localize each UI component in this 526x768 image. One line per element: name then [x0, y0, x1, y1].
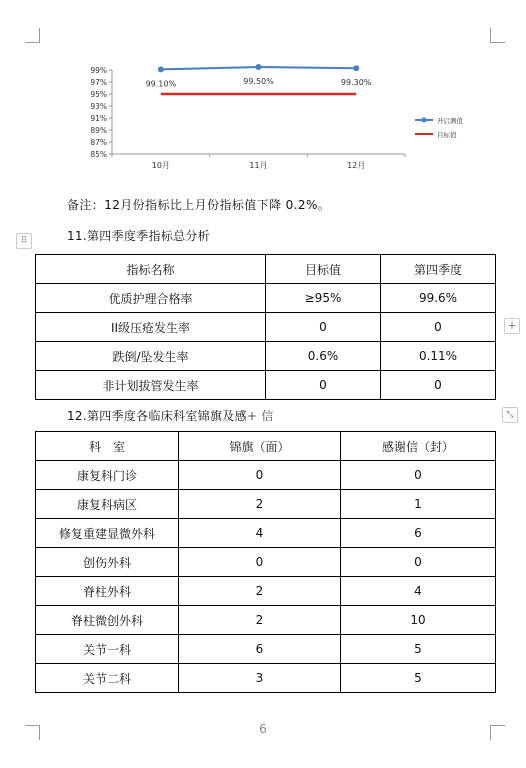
x-tick-label: 10月 — [151, 161, 170, 170]
table-cell: 0 — [179, 461, 341, 490]
legend-marker — [422, 118, 427, 123]
legend-label: 目标值 — [437, 131, 457, 139]
data-point — [256, 64, 262, 70]
header-cell: 感谢信（封） — [341, 432, 496, 461]
y-tick-label: 87% — [90, 138, 107, 147]
table-cell: 1 — [341, 490, 496, 519]
table-row — [36, 635, 496, 664]
table-cell: ≥95% — [266, 284, 381, 313]
table-cell: 0 — [266, 371, 381, 400]
table-cell: 关节一科 — [36, 635, 179, 664]
table-row — [36, 548, 496, 577]
data-point — [353, 65, 359, 71]
table-resize-icon[interactable]: ⤡ — [502, 407, 518, 423]
table-cell: 6 — [341, 519, 496, 548]
table-cell: 0.11% — [381, 342, 496, 371]
header-cell: 目标值 — [266, 255, 381, 284]
table-cell: 4 — [179, 519, 341, 548]
table-cell: 6 — [179, 635, 341, 664]
table-cell: 优质护理合格率 — [36, 284, 266, 313]
table-header-row — [36, 432, 496, 461]
table-cell: 0 — [341, 548, 496, 577]
table-row — [36, 664, 496, 693]
x-tick-label: 11月 — [249, 161, 268, 170]
table-cell: 关节二科 — [36, 664, 179, 693]
table-row — [36, 342, 496, 371]
header-cell: 科 室 — [36, 432, 179, 461]
table-cell: 0 — [266, 313, 381, 342]
table-cell: 2 — [179, 606, 341, 635]
table-cell: 0 — [381, 313, 496, 342]
table-cell: 跌倒/坠发生率 — [36, 342, 266, 371]
table-cell: 5 — [341, 635, 496, 664]
department-thanks-table — [35, 431, 496, 693]
y-tick-label: 91% — [90, 114, 107, 123]
table-cell: 康复科门诊 — [36, 461, 179, 490]
quarter-indicator-table — [35, 254, 496, 400]
section-12-title — [67, 407, 274, 424]
page-corner-top-right — [490, 28, 505, 43]
table-cell: 脊柱外科 — [36, 577, 179, 606]
y-tick-label: 99% — [90, 66, 107, 75]
chart-note: 备注：12月份指标比上月份指标值下降 0.2%。 — [67, 198, 331, 212]
page-corner-top-left — [25, 28, 40, 43]
add-column-icon[interactable]: + — [504, 318, 520, 334]
legend-label: 开启测值 — [437, 117, 463, 125]
y-tick-label: 95% — [90, 90, 107, 99]
section-12-title-tail: + 信 — [246, 409, 274, 423]
table-row — [36, 284, 496, 313]
table-cell: 3 — [179, 664, 341, 693]
section-11-title: 11.第四季度季指标总分析 — [67, 229, 210, 243]
table-row — [36, 313, 496, 342]
data-label: 99.30% — [340, 78, 372, 88]
page-number: 6 — [259, 722, 267, 736]
table-cell: 2 — [179, 490, 341, 519]
header-cell: 锦旗（面） — [179, 432, 341, 461]
table-cell: 99.6% — [381, 284, 496, 313]
table-cell: 0.6% — [266, 342, 381, 371]
table-cell: 10 — [341, 606, 496, 635]
table-row — [36, 606, 496, 635]
data-label: 99.50% — [243, 77, 274, 86]
table-header-row — [36, 255, 496, 284]
y-tick-label: 93% — [90, 102, 107, 111]
x-tick-label: 12月 — [347, 161, 366, 170]
header-cell: 第四季度 — [381, 255, 496, 284]
table-cell: 4 — [341, 577, 496, 606]
table-cell: 脊柱微创外科 — [36, 606, 179, 635]
table-cell: 修复重建显微外科 — [36, 519, 179, 548]
line-chart — [70, 55, 490, 175]
header-cell: 指标名称 — [36, 255, 266, 284]
table-cell: 0 — [381, 371, 496, 400]
data-label: 99.10% — [145, 79, 177, 89]
data-point — [158, 66, 164, 72]
table-row — [36, 577, 496, 606]
table-row — [36, 519, 496, 548]
table-cell: 5 — [341, 664, 496, 693]
table-cell: 创伤外科 — [36, 548, 179, 577]
table-row — [36, 490, 496, 519]
table-cell: 非计划拔管发生率 — [36, 371, 266, 400]
table-cell: II级压疮发生率 — [36, 313, 266, 342]
table-cell: 康复科病区 — [36, 490, 179, 519]
y-tick-label: 97% — [90, 78, 107, 87]
table-drag-handle-icon[interactable]: ⠿ — [16, 233, 32, 249]
table-row — [36, 461, 496, 490]
y-tick-label: 89% — [90, 126, 107, 135]
table-cell: 0 — [179, 548, 341, 577]
table-row — [36, 371, 496, 400]
table-cell: 2 — [179, 577, 341, 606]
table-cell: 0 — [341, 461, 496, 490]
y-tick-label: 85% — [90, 150, 107, 159]
section-12-title-text: 12.第四季度各临床科室锦旗及感 — [67, 409, 247, 423]
